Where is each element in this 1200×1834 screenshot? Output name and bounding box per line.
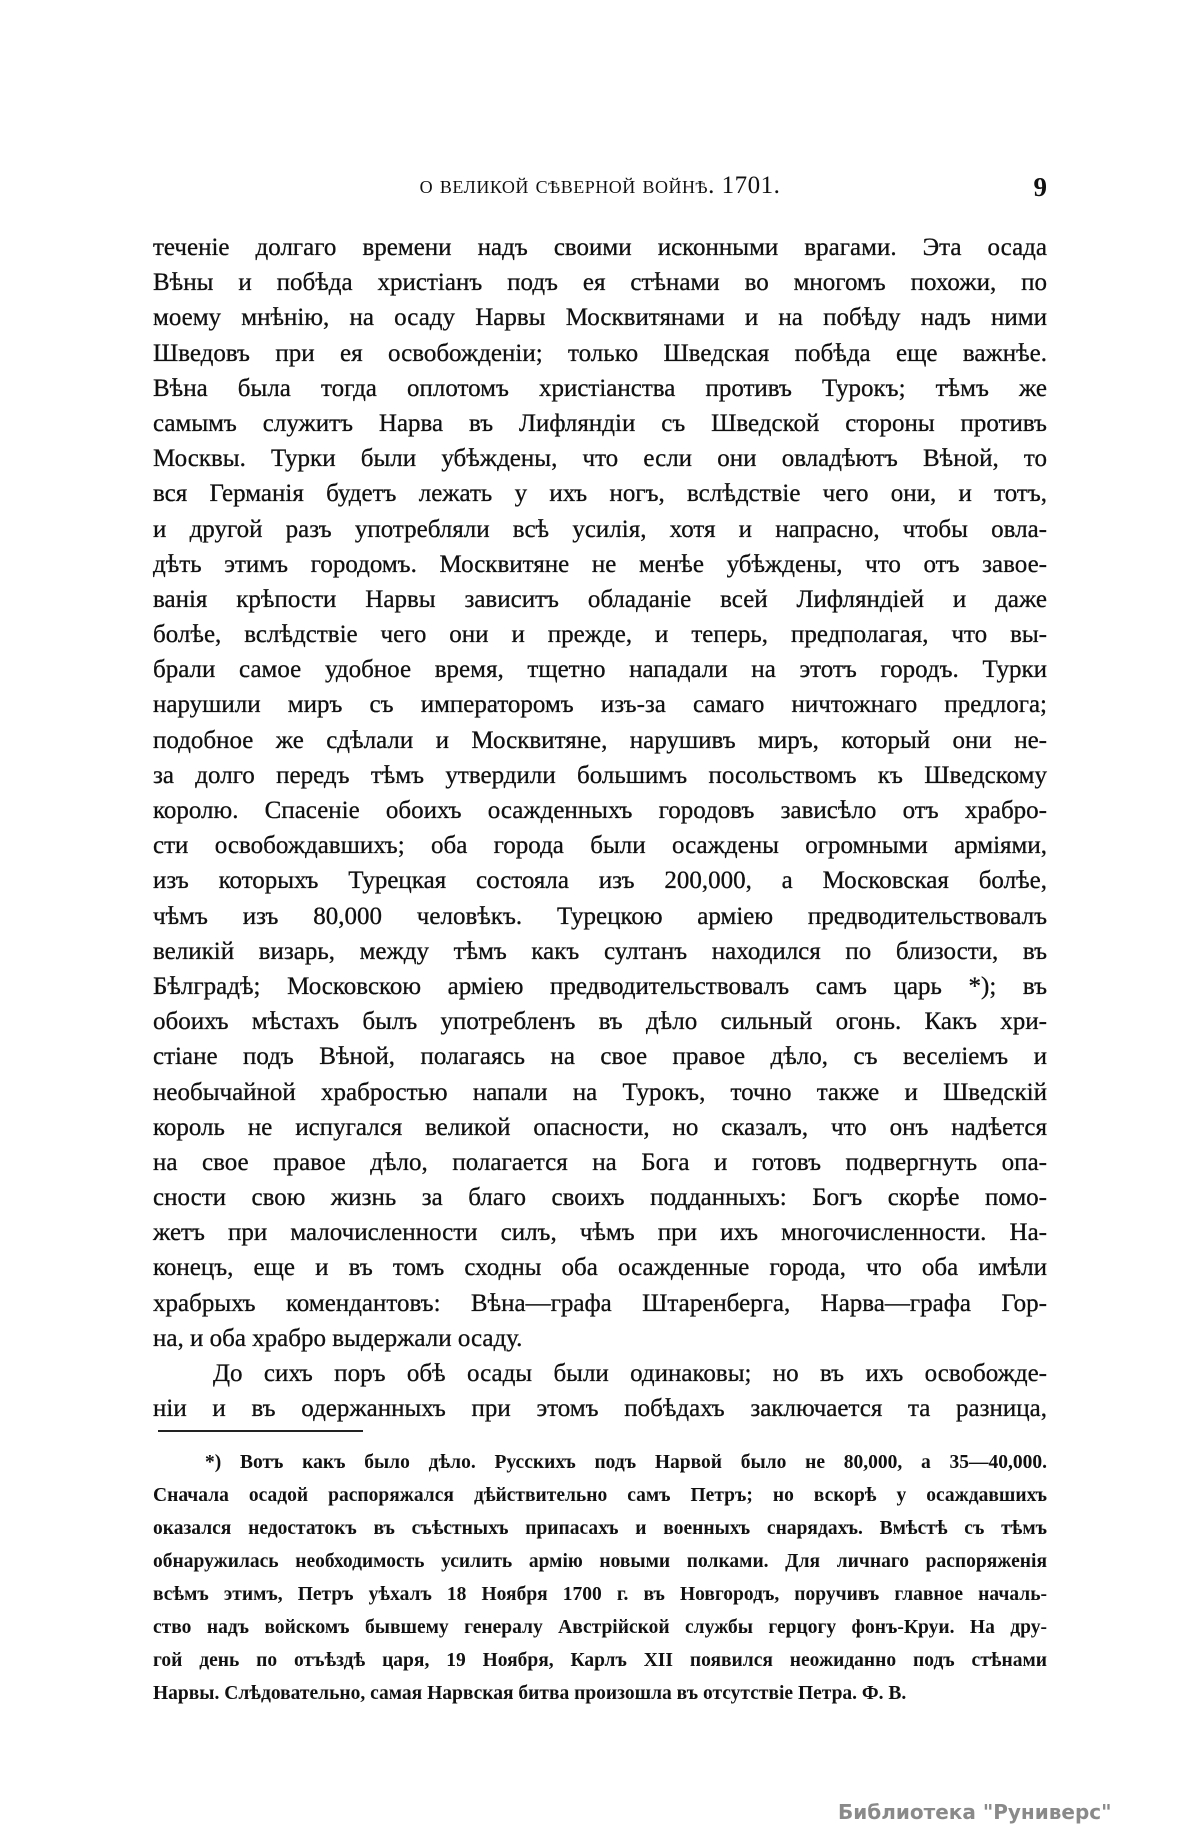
text-line: жетъ при малочисленности силъ, чѣмъ при ихъ многочисленности. На-	[153, 1219, 1047, 1247]
text-line: стіане подъ Вѣной, полагаясь на свое правое дѣло, съ веселіемъ и	[153, 1043, 1047, 1071]
text-line: сти освобождавшихъ; оба города были осаждены огромными арміями,	[153, 832, 1047, 860]
footnote-line: всѣмъ этимъ, Петръ уѣхалъ 18 Ноября 1700 г. въ Новгородъ, поручивъ главное началь-	[153, 1584, 1047, 1605]
text-line: чѣмъ изъ 80,000 человѣкъ. Турецкою арміею предводительствовалъ	[153, 902, 1047, 930]
text-line: Шведовъ при ея освобожденіи; только Шведская побѣда еще важнѣе.	[153, 339, 1047, 367]
footnote-line: Нарвы. Слѣдовательно, самая Нарвская битва произошла въ отсутствіе Петра. Ф. В.	[153, 1683, 907, 1704]
text-line: самымъ служитъ Нарва въ Лифляндіи съ Шведской стороны противъ	[153, 409, 1047, 437]
footnote	[153, 1446, 1047, 1710]
text-line: болѣе, вслѣдствіе чего они и прежде, и теперь, предполагая, что вы-	[153, 621, 1047, 649]
text-line: моему мнѣнію, на осаду Нарвы Москвитянами и на побѣду надъ ними	[153, 304, 1047, 332]
text-line: вся Германія будетъ лежать у ихъ ногъ, вслѣдствіе чего они, и тотъ,	[153, 480, 1047, 508]
text-line: дѣть этимъ городомъ. Москвитяне не менѣе убѣждены, что отъ завое-	[153, 550, 1047, 578]
text-line: необычайной храбростью напали на Турокъ, точно также и Шведскій	[153, 1078, 1047, 1106]
text-line: теченіе долгаго времени надъ своими исконными врагами. Эта осада	[153, 234, 1047, 261]
text-line: нарушили миръ съ императоромъ изъ-за самаго ничтожнаго предлога;	[153, 691, 1047, 719]
text-line: подобное же сдѣлали и Москвитяне, нарушивъ миръ, который они не-	[153, 726, 1047, 754]
text-line: обоихъ мѣстахъ былъ употребленъ въ дѣло сильный огонь. Какъ хри-	[153, 1008, 1047, 1036]
text-line: брали самое удобное время, тщетно нападали на этотъ городъ. Турки	[153, 656, 1047, 684]
footnote-line: гой день по отъѣздѣ царя, 19 Ноября, Карлъ XII появился неожиданно подъ стѣнами	[153, 1650, 1047, 1671]
text-line: храбрыхъ комендантовъ: Вѣна—графа Штаренберга, Нарва—графа Гор-	[153, 1289, 1047, 1317]
text-line: Вѣны и побѣда христіанъ подъ ея стѣнами во многомъ похожи, по	[153, 269, 1047, 297]
text-line: конецъ, еще и въ томъ сходны оба осажденные города, что оба имѣли	[153, 1254, 1047, 1282]
footnote-line: *) Вотъ какъ было дѣло. Русскихъ подъ Нарвой было не 80,000, а 35—40,000.	[205, 1452, 1047, 1473]
text-line: Бѣлградѣ; Московскою арміею предводительствовалъ самъ царь *); въ	[153, 972, 1047, 1000]
footnote-line: ство надъ войскомъ бывшему генералу Австрійской службы герцогу фонъ-Круи. На дру-	[153, 1617, 1047, 1638]
text-line: великій визарь, между тѣмъ какъ султанъ находился по близости, въ	[153, 937, 1047, 965]
library-watermark: Библиотека "Руниверс"	[838, 1800, 1112, 1824]
text-line: До сихъ поръ обѣ осады были одинаковы; но въ ихъ освобожде-	[213, 1360, 1047, 1387]
text-line: Москвы. Турки были убѣждены, что если они овладѣютъ Вѣной, то	[153, 445, 1047, 473]
page-number: 9	[1033, 172, 1047, 202]
footnote-line: оказался недостатокъ въ съѣстныхъ припасахъ и военныхъ снарядахъ. Вмѣстѣ съ тѣмъ	[153, 1518, 1047, 1539]
text-line: и другой разъ употребляли всѣ усилія, хотя и напрасно, чтобы овла-	[153, 515, 1047, 543]
running-header	[153, 172, 1047, 208]
running-title: о великой сѣверной войнѣ. 1701.	[419, 172, 781, 199]
text-line: на свое правое дѣло, полагается на Бога и готовъ подвергнуть опа-	[153, 1148, 1047, 1176]
text-line: король не испугался великой опасности, но сказалъ, что онъ надѣется	[153, 1113, 1047, 1141]
text-line: Вѣна была тогда оплотомъ христіанства противъ Турокъ; тѣмъ же	[153, 374, 1047, 402]
footnote-line: Сначала осадой распоряжался дѣйствительно самъ Петръ; но вскорѣ у осаждавшихъ	[153, 1485, 1047, 1506]
footnote-line: обнаружилась необходимость усилить армію новыми полками. Для личнаго распоряженія	[153, 1551, 1047, 1572]
body-text	[153, 230, 1047, 1426]
text-line: сности свою жизнь за благо своихъ подданныхъ: Богъ скорѣе помо-	[153, 1184, 1047, 1212]
text-line: на, и оба храбро выдержали осаду.	[153, 1324, 523, 1352]
footnote-divider	[158, 1430, 363, 1432]
text-line: ніи и въ одержанныхъ при этомъ побѣдахъ заключается та разница,	[153, 1395, 1047, 1423]
text-line: за долго передъ тѣмъ утвердили большимъ посольствомъ къ Шведскому	[153, 761, 1047, 789]
text-line: ванія крѣпости Нарвы зависитъ обладаніе всей Лифляндіей и даже	[153, 585, 1047, 613]
text-line: королю. Спасеніе обоихъ осажденныхъ городовъ зависѣло отъ храбро-	[153, 797, 1047, 824]
text-line: изъ которыхъ Турецкая состояла изъ 200,000, а Московская болѣе,	[153, 867, 1047, 895]
